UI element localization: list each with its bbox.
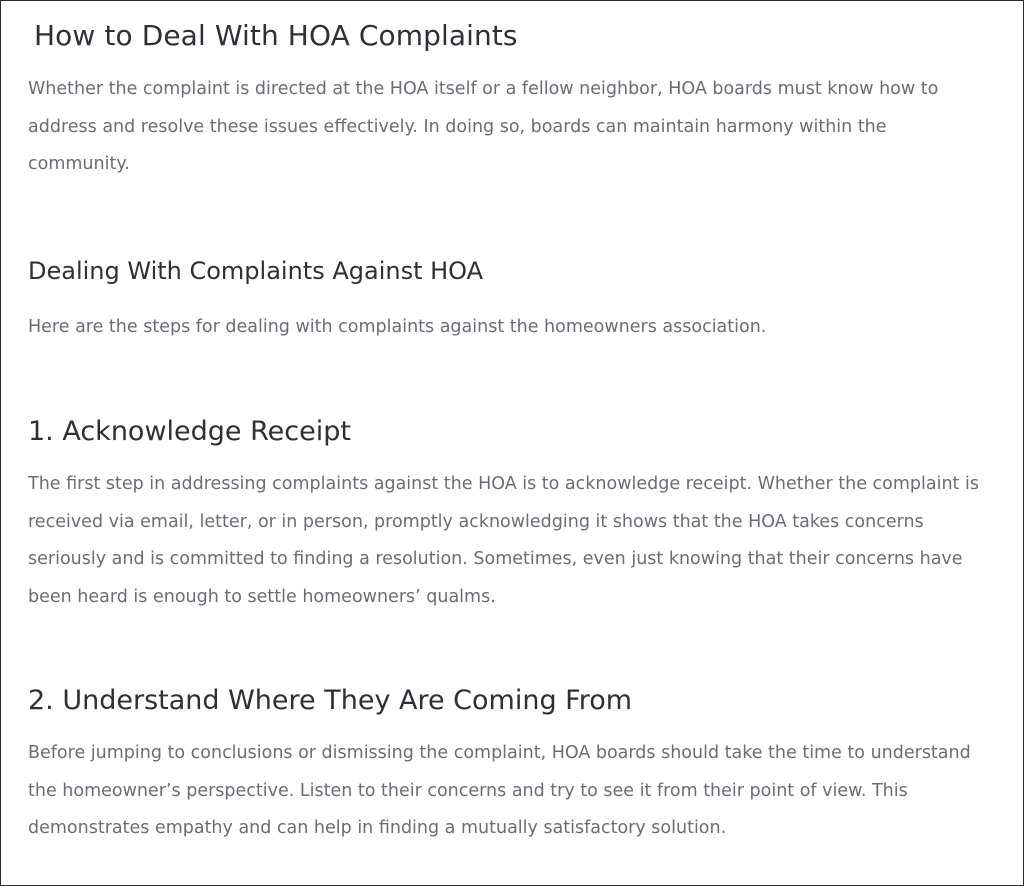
step-1-paragraph: The first step in addressing complaints against the HOA is to acknowledge receipt. Whether the complaint is received via email, letter, or in person, promptly acknowledging it shows that the HOA takes concerns seriously and is committed to finding a resolution. Sometimes, even just knowing that their concerns have been heard is enough to settle homeowners’ qualms. [28,474,979,607]
step-2-heading: 2. Understand Where They Are Coming From [28,685,633,716]
step-1-heading: 1. Acknowledge Receipt [28,416,351,447]
step-2-paragraph: Before jumping to conclusions or dismissing the complaint, HOA boards should take the time to understand the homeowner’s perspective. Listen to their concerns and try to see it from their point of view. This demonstrates empathy and can help in finding a mutually satisfactory solution. [28,743,971,838]
article-intro-paragraph: Whether the complaint is directed at the HOA itself or a fellow neighbor, HOA boards must know how to address and resolve these issues effectively. In doing so, boards can maintain harmony within the community. [28,79,939,174]
section-heading: Dealing With Complaints Against HOA [28,257,484,285]
article-title: How to Deal With HOA Complaints [34,19,518,52]
section-intro-paragraph: Here are the steps for dealing with complaints against the homeowners association. [28,317,767,337]
